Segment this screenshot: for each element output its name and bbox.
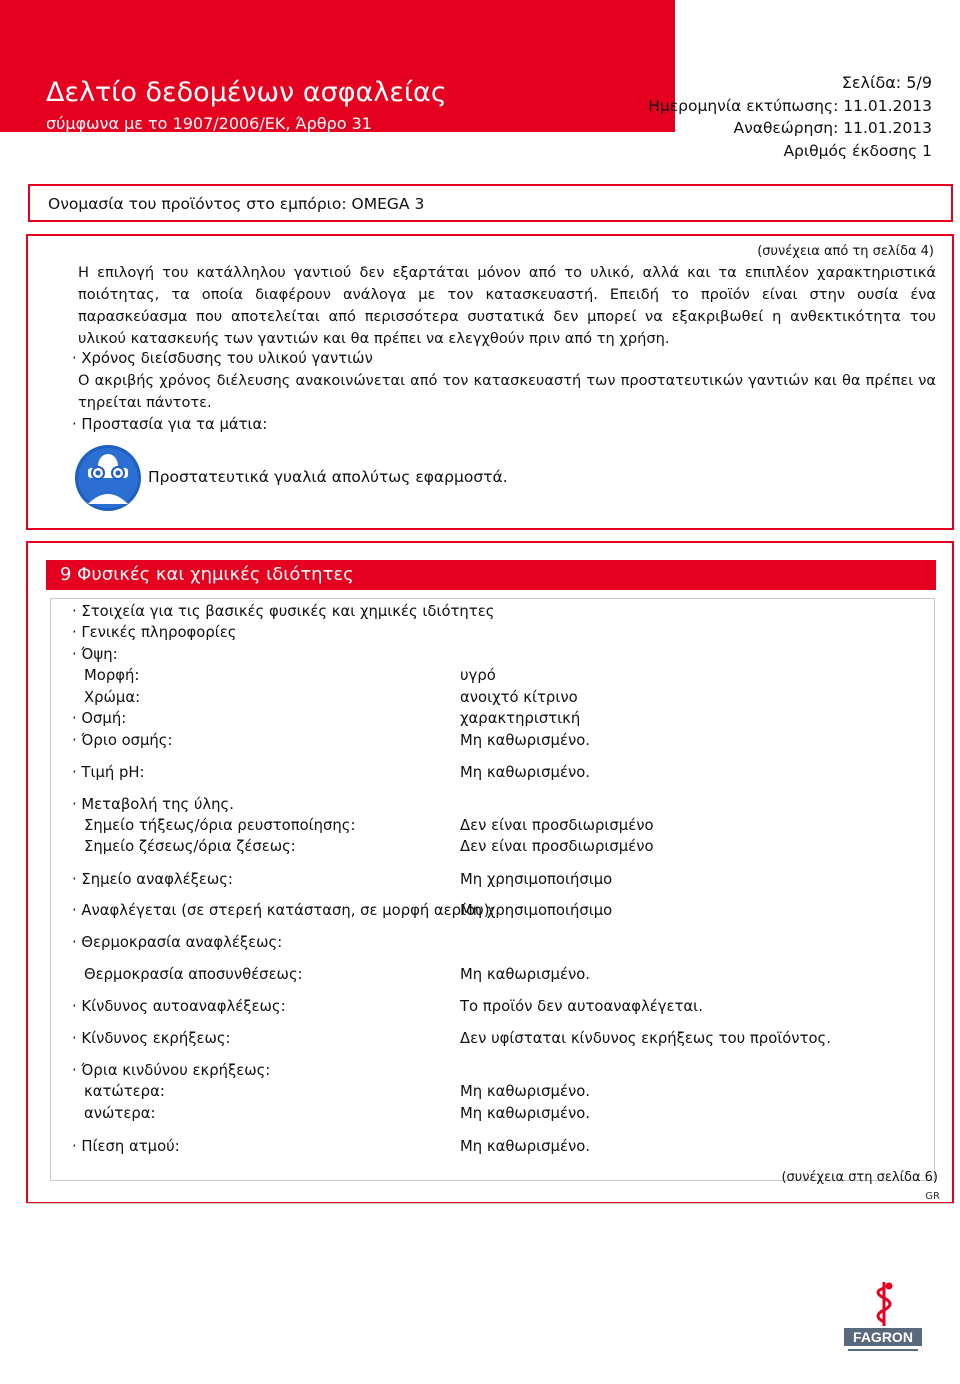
penetration-text: Ο ακριβής χρόνος διέλευσης ανακοινώνεται από τον κατασκευαστή των προστατευτικών γαντιών και θα πρέπει να τηρείται πάντοτε. (78, 372, 936, 411)
document-subtitle: σύμφωνα με το 1907/2006/ΕΚ, Άρθρο 31 (46, 114, 372, 133)
section-9-title: 9 Φυσικές και χημικές ιδιότητες (60, 564, 354, 585)
product-name: Ονομασία του προϊόντος στο εμπόριο: OMEGA 3 (48, 195, 425, 213)
glove-selection-text: Η επιλογή του κατάλληλου γαντιού δεν εξαρτάται μόνον από το υλικό, αλλά και τα επιπλέον χαρακτηριστικά ποιότητας, τα οποία διαφέρουν ανάλογα με τον κατασκευαστή. Επειδή το προϊόν είναι στην ουσία ένα παρασκεύασμα που αποτελείται από περισσότερα συστατικά δεν μπορεί να εξακριβωθεί η ανθεκτικότητα του υλικού κατασκευής των γαντιών και θα πρέπει να ελεγχθούν πριν από τη χρήση. (78, 264, 936, 347)
penetration-heading: · Χρόνος διείσδυσης του υλικού γαντιών (72, 350, 373, 367)
eye-protection-text: Προστατευτικά γυαλιά απολύτως εφαρμοστά. (148, 468, 508, 486)
page-number: Σελίδα: 5/9 (841, 73, 932, 92)
revision-date: Αναθεώρηση: 11.01.2013 (733, 119, 932, 137)
footer-divider (26, 1203, 954, 1204)
print-date: Ημερομηνία εκτύπωσης: 11.01.2013 (648, 96, 932, 115)
continued-from-note: (συνέχεια από τη σελίδα 4) (757, 244, 934, 259)
eye-protection-heading: · Προστασία για τα μάτια: (72, 416, 268, 433)
svg-text:FAGRON: FAGRON (853, 1329, 913, 1345)
safety-goggles-icon (74, 444, 142, 512)
continued-to-note: (συνέχεια στη σελίδα 6) (781, 1170, 938, 1185)
language-code: GR (925, 1191, 940, 1202)
fagron-logo (838, 1280, 928, 1364)
document-title: Δελτίο δεδομένων ασφαλείας (46, 77, 447, 108)
section-8-continuation (26, 234, 954, 530)
product-name-box (28, 184, 953, 222)
header-banner (0, 0, 675, 132)
version-number: Αριθμός έκδοσης 1 (783, 141, 932, 160)
page-meta (648, 72, 932, 162)
section-9-header (46, 560, 936, 590)
